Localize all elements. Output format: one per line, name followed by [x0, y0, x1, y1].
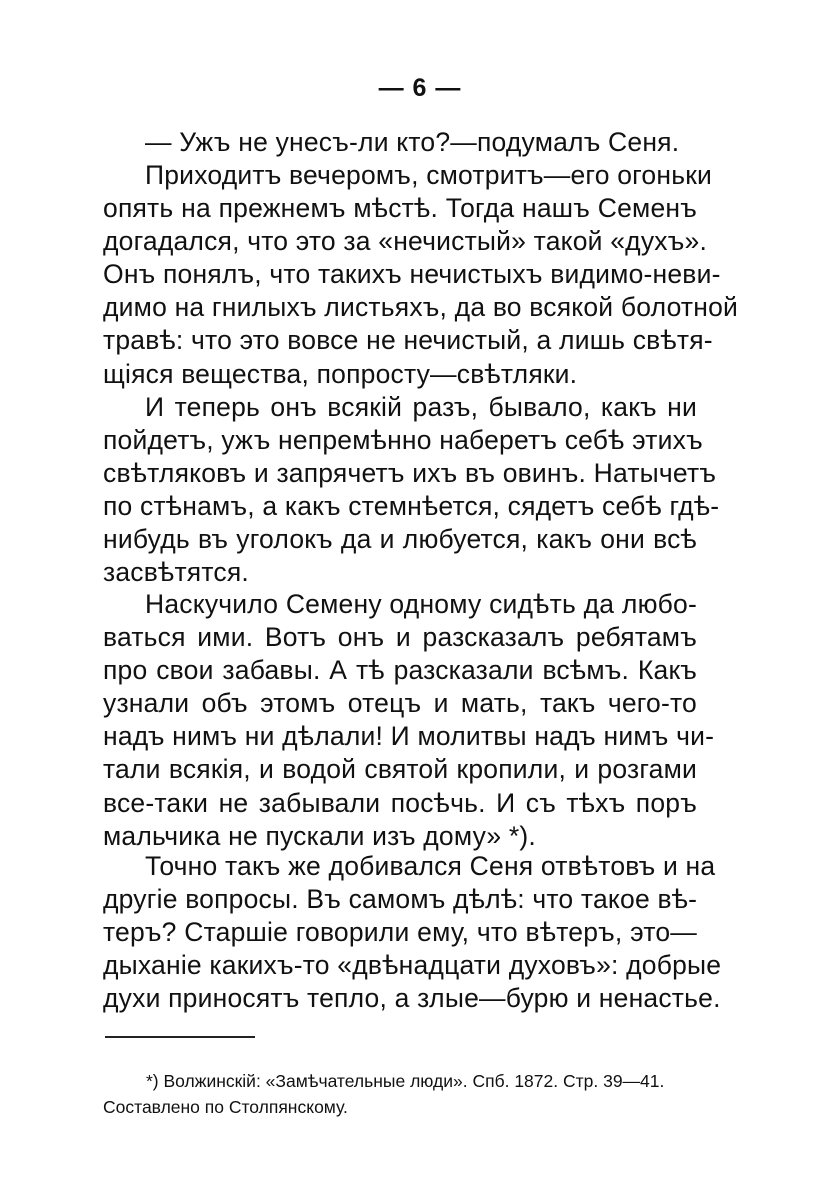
paragraph-1: [103, 126, 697, 159]
text-line: мальчика не пускали изъ дому» *).: [103, 820, 536, 851]
paragraph-2: [103, 159, 739, 391]
text-line: Онъ понялъ, что такихъ нечистыхъ видимо-неви-: [103, 259, 721, 290]
text-line: димо на гнилыхъ листьяхъ, да во всякой болотной: [103, 292, 739, 323]
text-line: догадался, что это за «нечистый» такой «духъ».: [103, 226, 708, 257]
text-line: узнали объ этомъ отецъ и мать, такъ чего-то: [103, 688, 697, 719]
text-line: засвѣтятся.: [103, 557, 249, 588]
footnote-divider: [105, 1036, 255, 1038]
text-line: свѣтляковъ и запрячетъ ихъ въ овинъ. Натычетъ: [103, 458, 717, 489]
text-line: пойдетъ, ужъ непремѣнно наберетъ себѣ этихъ: [103, 425, 703, 456]
text-line: травѣ: что это вовсе не нечистый, а лишь свѣтя-: [103, 325, 713, 356]
text-line: Приходитъ вечеромъ, смотритъ—его огоньки: [145, 160, 713, 190]
text-line: опять на прежнемъ мѣстѣ. Тогда нашъ Семенъ: [103, 193, 697, 224]
text-line: по стѣнамъ, а какъ стемнѣется, сядетъ себѣ гдѣ-: [103, 491, 720, 522]
text-line: духи приносятъ тепло, а злые—бурю и ненастье.: [103, 983, 721, 1014]
text-line: щіяся вещества, попросту—свѣтляки.: [103, 358, 578, 389]
paragraph-4: [103, 588, 715, 853]
text-line: дыханіе какихъ-то «двѣнадцати духовъ»: добрые: [103, 950, 722, 981]
footnote-line: Составлено по Столпянскому.: [103, 1097, 348, 1117]
footnote: [103, 1068, 698, 1120]
text-line: другіе вопросы. Въ самомъ дѣлѣ: что такое вѣ-: [103, 884, 698, 915]
text-line: И теперь онъ всякій разъ, бывало, какъ ни: [145, 392, 697, 422]
footnote-line: *) Волжинскій: «Замѣчательные люди». Спб. 1872. Стр. 39—41.: [146, 1071, 665, 1091]
text-line: нибудь въ уголокъ да и любуется, какъ они всѣ: [103, 524, 697, 555]
text-line: теръ? Старшіе говорили ему, что вѣтеръ, это—: [103, 917, 697, 948]
text-line: ваться ими. Вотъ онъ и разсказалъ ребятамъ: [103, 622, 697, 653]
text-line: Точно такъ же добивался Сеня отвѣтовъ и на: [145, 851, 716, 881]
text-line: Наскучило Семену одному сидѣть да любо-: [145, 589, 697, 619]
text-line: — Ужъ не унесъ-ли кто?—подумалъ Сеня.: [145, 127, 680, 157]
paragraph-5: [103, 850, 722, 1015]
text-line: тали всякія, и водой святой кропили, и розгами: [103, 754, 697, 785]
paragraph-3: [103, 391, 720, 590]
text-line: про свои забавы. А тѣ разсказали всѣмъ. Какъ: [103, 655, 697, 686]
text-line: все-таки не забывали посѣчь. И съ тѣхъ поръ: [103, 787, 697, 818]
page-number: — 6 —: [378, 74, 462, 102]
text-line: надъ нимъ ни дѣлали! И молитвы надъ нимъ чи-: [103, 721, 715, 752]
